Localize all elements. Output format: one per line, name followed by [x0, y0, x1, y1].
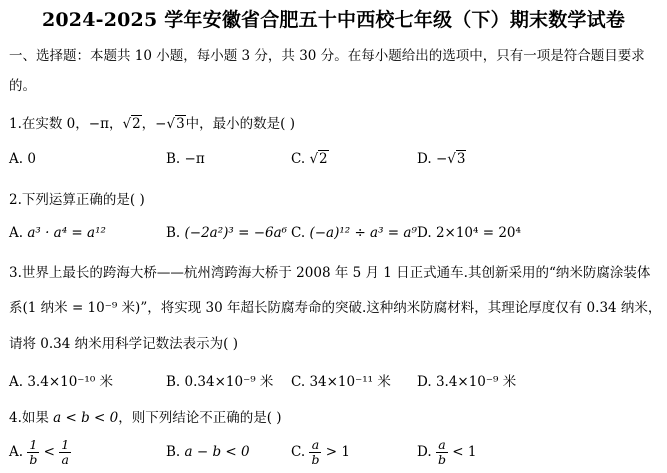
q4-option-d: D. $\frac{a}{b}$ < 1 [417, 437, 477, 467]
q1-text-pre: 1.在实数 0， [9, 116, 89, 132]
question-2-stem: 2.下列运算正确的是( ) [9, 192, 145, 208]
q4-option-b: B. a − b < 0 [166, 444, 250, 460]
q2-option-d: D. 2×10⁴ = 20⁴ [417, 225, 521, 241]
question-3-stem-line2: 系(1 纳米 = 10⁻⁹ 米)”，将实现 30 年超长防腐寿命的突破.这种纳米防腐材料，其理论厚度仅有 0.34 纳米， [9, 300, 662, 316]
question-3-stem-line3: 请将 0.34 纳米用科学记数法表示为( ) [9, 336, 238, 352]
q1-option-d: D. −√3 [417, 151, 466, 167]
q1-sep2: ， [141, 116, 156, 132]
q2-option-c: C. (−a)¹² ÷ a³ = a⁹ [291, 225, 417, 241]
q1-option-c: C. √2 [291, 151, 328, 167]
q3-option-c: C. 34×10⁻¹¹ 米 [291, 374, 391, 390]
section-instruction-line2: 的。 [9, 78, 36, 94]
q1-sqrt2-radicand: 2 [132, 116, 141, 132]
q1-sqrt2: √2 [122, 116, 141, 132]
q1-sqrt3-radicand: 3 [176, 116, 185, 132]
q1-option-b: B. −π [166, 151, 205, 167]
q3-option-d: D. 3.4×10⁻⁹ 米 [417, 374, 517, 390]
q4-option-c: C. $\frac{a}{b}$ > 1 [291, 437, 350, 467]
q4-option-a: A. $\frac{1}{b}$ < $\frac{1}{a}$ [9, 437, 70, 467]
section-instruction-line1: 一、选择题：本题共 10 小题，每小题 3 分，共 30 分。在每小题给出的选项中，只有一项是符合题目要求 [9, 48, 645, 64]
q3-option-b: B. 0.34×10⁻⁹ 米 [166, 374, 274, 390]
q3-option-a: A. 3.4×10⁻¹⁰ 米 [9, 374, 114, 390]
q1-sep1: ， [108, 116, 123, 132]
exam-title: 2024-2025 学年安徽省合肥五十中西校七年级（下）期末数学试卷 [41, 9, 626, 31]
q4-condition: a < b < 0 [53, 410, 119, 426]
question-1-stem [9, 112, 295, 132]
question-3-stem-line1: 3.世界上最长的跨海大桥——杭州湾跨海大桥于 2008 年 5 月 1 日正式通车.其创新采用的“纳米防腐涂装体 [9, 265, 651, 281]
question-4-stem: 4.如果 a < b < 0，则下列结论不正确的是( ) [9, 410, 282, 426]
q1-neg: − [155, 116, 167, 132]
q1-option-a: A. 0 [9, 151, 36, 167]
q1-text-post: 中，最小的数是( ) [185, 116, 295, 132]
q2-option-a: A. a³ · a⁴ = a¹² [9, 225, 106, 241]
q1-sqrt3: √3 [166, 116, 185, 132]
q1-neg-pi: −π [88, 116, 109, 132]
q2-option-b: B. (−2a²)³ = −6a⁶ [166, 225, 288, 241]
